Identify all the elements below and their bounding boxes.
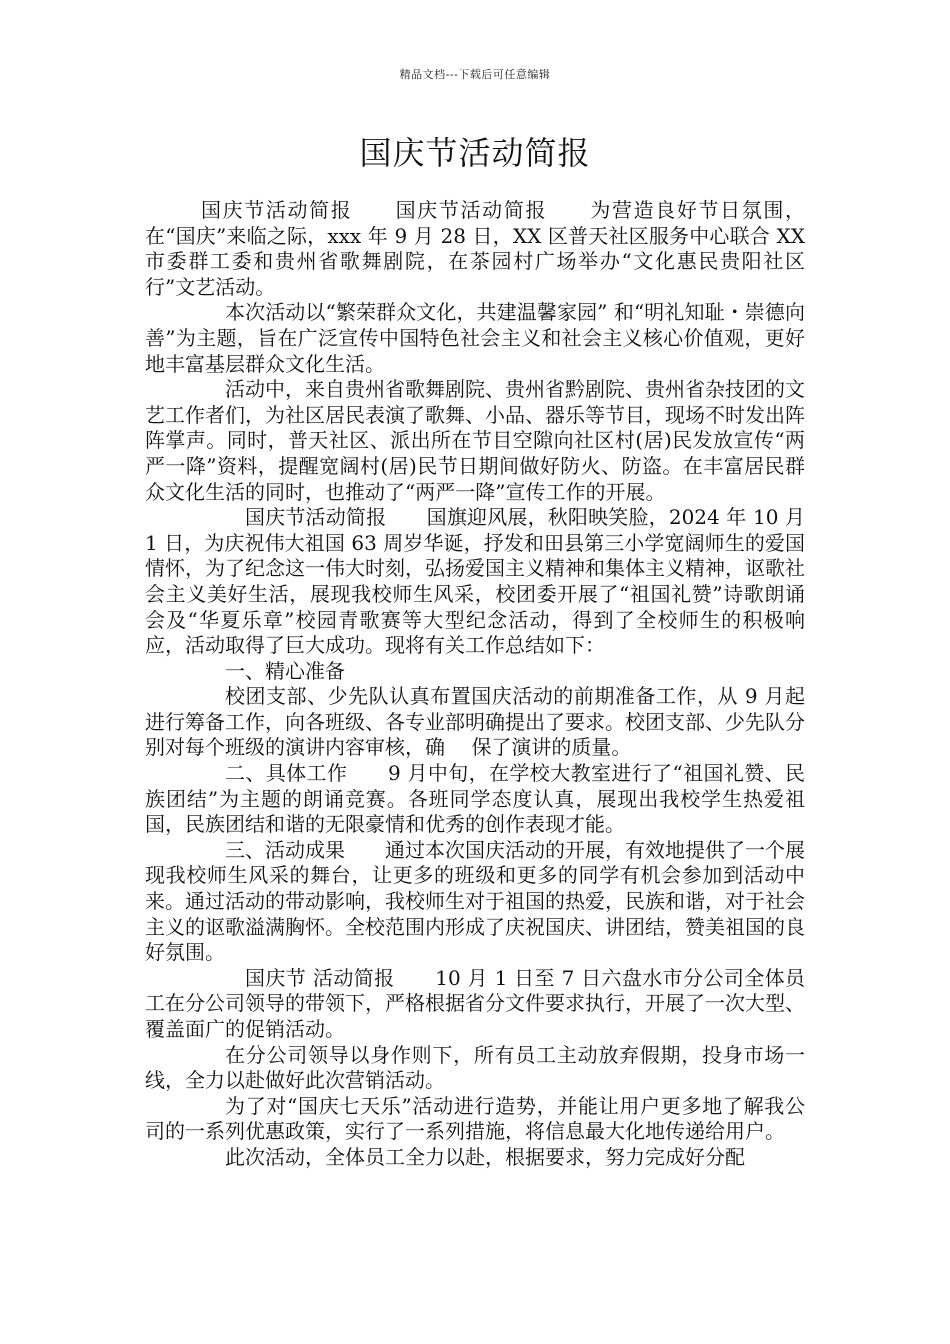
paragraph: 为了对“国庆七天乐”活动进行造势，并能让用户更多地了解我公司的一系列优惠政策，实行了一系列措施，将信息最大化地传递给用户。 — [145, 1093, 805, 1144]
paragraph: 本次活动以“繁荣群众文化，共建温馨家园” 和“明礼知耻・崇德向善”为主题，旨在广泛宣传中国特色社会主义和社会主义核心价值观，更好地丰富基层群众文化生活。 — [145, 300, 805, 376]
paragraph: 校团支部、少先队认真布置国庆活动的前期准备工作，从 9 月起进行筹备工作，向各班级、各专业部明确提出了要求。校团支部、少先队分别对每个班级的演讲内容审核，确 保了演讲的质量。 — [145, 684, 805, 760]
paragraph: 国庆节活动简报 国庆节活动简报 为营造良好节日氛围，在“国庆”来临之际，xxx 年 9 月 28 日，XX 区普天社区服务中心联合 XX 市委群工委和贵州省歌舞剧院，在茶园村广场举办“文化惠民贵阳社区行”文艺活动。 — [145, 198, 805, 299]
paragraph: 国庆节 活动简报 10 月 1 日至 7 日六盘水市分公司全体员工在分公司领导的带领下，严格根据省分文件要求执行，开展了一次大型、覆盖面广的促销活动。 — [145, 965, 805, 1041]
paragraph: 活动中，来自贵州省歌舞剧院、贵州省黔剧院、贵州省杂技团的文艺工作者们，为社区居民表演了歌舞、小品、器乐等节目，现场不时发出阵阵掌声。同时，普天社区、派出所在节目空隙向社区村(居)民发放宣传“两严一降”资料，提醒宽阔村(居)民节日期间做好防火、防盗。在丰富居民群众文化生活的同时，也推动了“两严一降”宣传工作的开展。 — [145, 377, 805, 504]
paragraph: 三、活动成果 通过本次国庆活动的开展，有效地提供了一个展现我校师生风采的舞台，让更多的班级和更多的同学有机会参加到活动中来。通过活动的带动影响，我校师生对于祖国的热爱，民族和谐，对于社会主义的讴歌溢满胸怀。全校范围内形成了庆祝国庆、讲团结，赞美祖国的良好氛围。 — [145, 837, 805, 965]
document-title: 国庆节活动简报 — [359, 134, 591, 172]
paragraph: 二、具体工作 9 月中旬，在学校大教室进行了“祖国礼赞、民族团结”为主题的朗诵竞赛。各班同学态度认真，展现出我校学生热爱祖国，民族团结和谐的无限豪情和优秀的创作表现才能。 — [145, 761, 805, 837]
page-header-note: 精品文档---下载后可任意编辑 — [399, 68, 551, 81]
paragraph: 在分公司领导以身作则下，所有员工主动放弃假期，投身市场一线，全力以赴做好此次营销活动。 — [145, 1042, 805, 1093]
document-body — [145, 198, 805, 1171]
paragraph: 此次活动，全体员工全力以赴，根据要求，努力完成好分配 — [225, 1144, 745, 1169]
paragraph: 国庆节活动简报 国旗迎风展，秋阳映笑脸，2024 年 10 月 1 日，为庆祝伟大祖国 63 周岁华诞，抒发和田县第三小学宽阔师生的爱国情怀，为了纪念这一伟大时刻，弘扬爱国主义精神和集体主义精神，讴歌社会主义美好生活，展现我校师生风采，校团委开展了“祖国礼赞”诗歌朗诵会及“华夏乐章”校园青歌赛等大型纪念活动，得到了全校师生的积极响应，活动取得了巨大成功。现将有关工作总结如下： — [145, 505, 805, 658]
section-heading: 一、精心准备 — [225, 658, 345, 683]
